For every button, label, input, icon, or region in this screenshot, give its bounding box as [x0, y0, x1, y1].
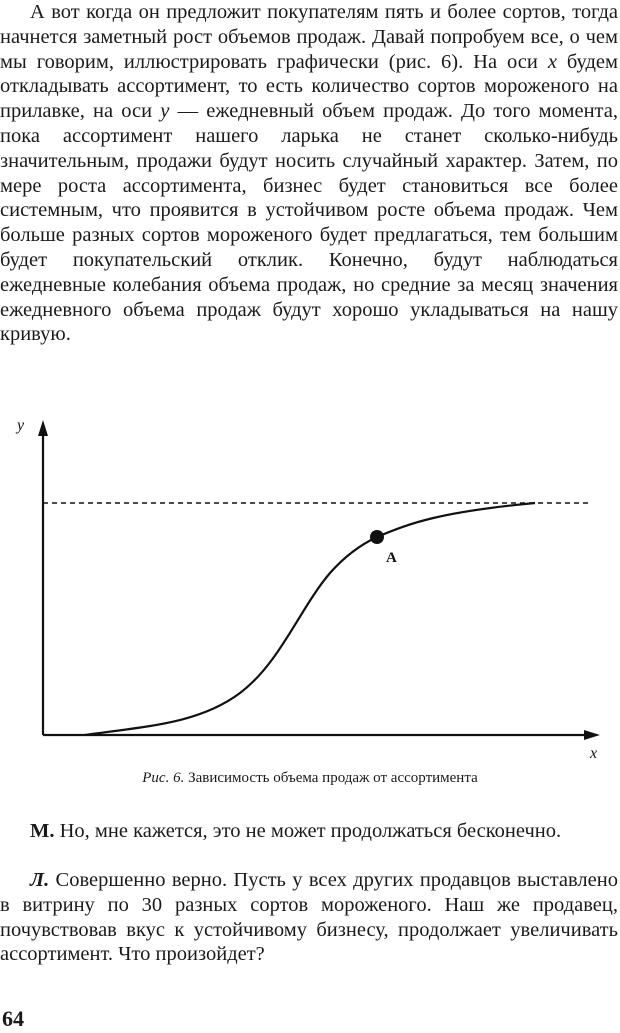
speaker-l: Л. — [30, 869, 50, 891]
paragraph-l — [0, 868, 618, 967]
figure-caption-text: Зависимость объема продаж от ассортимента — [188, 770, 478, 786]
figure-caption-label: Рис. 6. — [142, 770, 185, 786]
y-variable: y — [160, 100, 170, 123]
point-a-marker — [370, 530, 384, 544]
figure-caption — [0, 770, 620, 787]
page-number: 64 — [2, 1006, 24, 1031]
y-axis-label: y — [17, 417, 25, 434]
paragraph-intro — [0, 0, 618, 347]
paragraph-intro-part1: А вот когда он предложит покупателям пять и более сортов, тогда начнется заметный рост объемов продаж. Давай попробуем все, о чем мы говорим, иллюстрировать графически (рис. 6). На оси — [0, 1, 618, 73]
paragraph-intro-part3: — ежедневный объем продаж. До того момента, пока ассортимент нашего ларька не станет сколько-нибудь значительным, продажи будут носить случайный характер. Затем, по мере роста ассортимента, бизнес будет становиться все более системным, что проявится в устойчивом росте объема продаж. Чем больше разных сортов мороженого будет предлагаться, тем большим будет покупательский отклик. Конечно, будут наблюдаться ежедневные колебания объема продаж, но средние за месяц значения ежедневного объема продаж будут хорошо укладываться на нашу кривую. — [0, 100, 618, 346]
paragraph-intro-part2: будем откладывать ассортимент, то есть количество сортов мороженого на прилавке, на оси — [0, 50, 618, 123]
point-a-label: A — [386, 550, 397, 566]
x-axis-label: x — [590, 745, 598, 762]
y-axis-arrow — [38, 420, 48, 436]
sales-growth-figure — [0, 408, 620, 768]
s-shaped-curve — [85, 503, 535, 735]
paragraph-l-text: Совершенно верно. Пусть у всех других продавцов выставлено в витрину по 30 разных сортов мороженого. Наш же продавец, почувствовав вкус к устойчивому бизнесу, продолжает увеличивать ассортимент. Что произойдет? — [0, 869, 618, 966]
x-axis-arrow — [584, 730, 600, 740]
speaker-m: М. — [30, 820, 55, 842]
paragraph-m — [0, 819, 618, 844]
paragraph-m-text: Но, мне кажется, это не может продолжаться бесконечно. — [54, 820, 562, 842]
x-variable: x — [547, 50, 557, 73]
